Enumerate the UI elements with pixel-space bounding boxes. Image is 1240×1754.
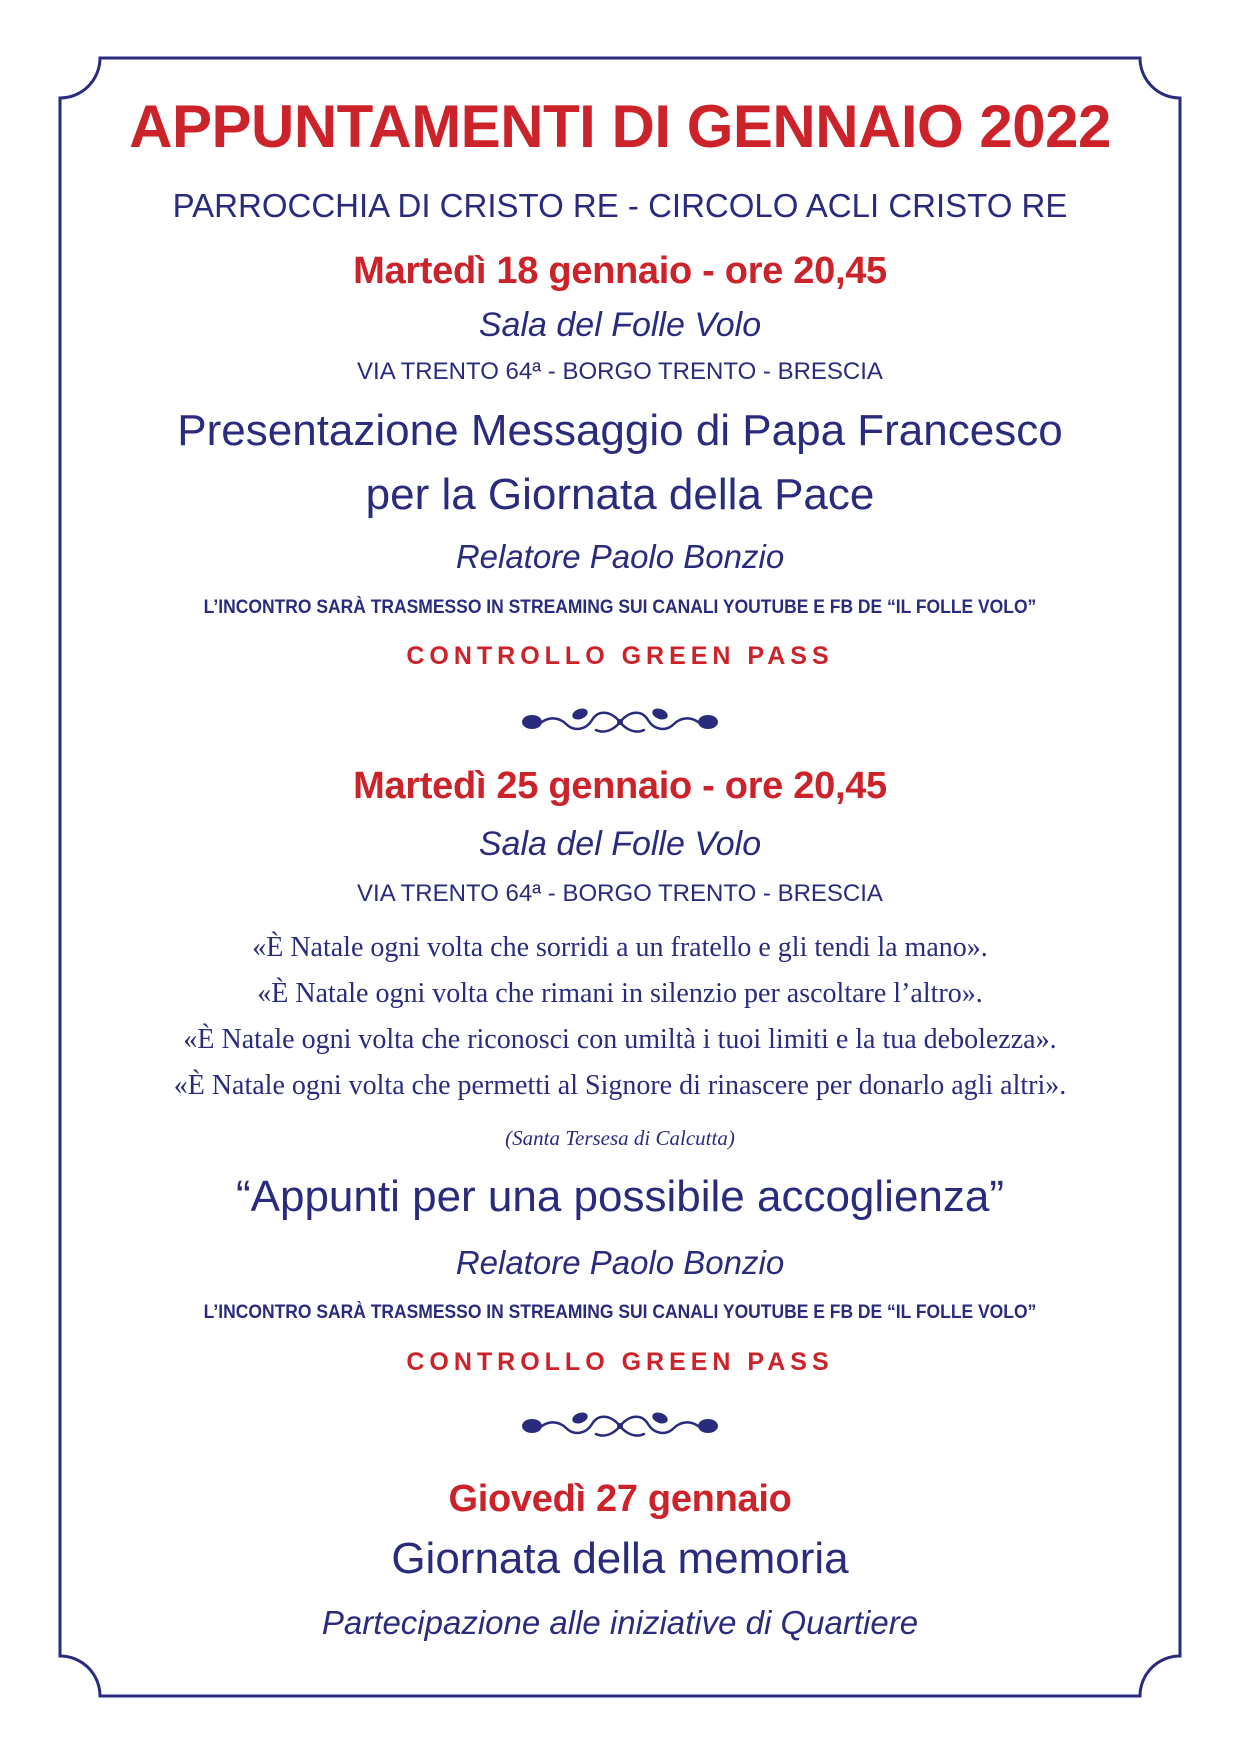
event-3-subtitle: Partecipazione alle iniziative di Quartiere [321, 1604, 919, 1641]
event-2-date: Martedì 25 gennaio - ore 20,45 [353, 765, 887, 807]
ornament-icon [520, 1406, 720, 1446]
event-2-address: VIA TRENTO 64ª - BORGO TRENTO - BRESCIA [357, 880, 883, 907]
event-2-green-pass-notice: CONTROLLO GREEN PASS [406, 1348, 834, 1376]
event-2-venue: Sala del Folle Volo [478, 825, 762, 863]
event-3-title: Giornata della memoria [391, 1534, 849, 1583]
event-1-venue: Sala del Folle Volo [478, 306, 762, 344]
ornament-icon [520, 702, 720, 742]
quote-line: «È Natale ogni volta che riconosci con umiltà i tuoi limiti e la tua debolezza». [183, 1024, 1057, 1055]
event-1-streaming-note: L’INCONTRO SARÀ TRASMESSO IN STREAMING SUI CANALI YOUTUBE E FB DE “IL FOLLE VOLO” [203, 597, 1037, 618]
event-1-date: Martedì 18 gennaio - ore 20,45 [353, 250, 887, 292]
event-1-green-pass-notice: CONTROLLO GREEN PASS [406, 642, 834, 670]
page-title: APPUNTAMENTI DI GENNAIO 2022 [129, 93, 1111, 160]
event-3-date: Giovedì 27 gennaio [448, 1478, 792, 1520]
event-2-title: “Appunti per una possibile accoglienza” [235, 1172, 1005, 1221]
quote-line: «È Natale ogni volta che permetti al Signore di rinascere per donarlo agli altri». [173, 1070, 1067, 1101]
event-1-title-line1: Presentazione Messaggio di Papa Francesco [177, 406, 1063, 455]
event-2-speaker: Relatore Paolo Bonzio [455, 1244, 785, 1281]
event-2-streaming-note: L’INCONTRO SARÀ TRASMESSO IN STREAMING SUI CANALI YOUTUBE E FB DE “IL FOLLE VOLO” [203, 1302, 1037, 1323]
event-1-speaker: Relatore Paolo Bonzio [455, 538, 785, 575]
organizers: PARROCCHIA DI CRISTO RE - CIRCOLO ACLI CRISTO RE [172, 187, 1068, 224]
quote-line: «È Natale ogni volta che sorridi a un fratello e gli tendi la mano». [252, 932, 988, 963]
quote-author: (Santa Tersesa di Calcutta) [505, 1126, 735, 1150]
event-1-title-line2: per la Giornata della Pace [365, 470, 875, 519]
quote-line: «È Natale ogni volta che rimani in silenzio per ascoltare l’altro». [257, 978, 983, 1009]
event-1-address: VIA TRENTO 64ª - BORGO TRENTO - BRESCIA [357, 358, 883, 385]
